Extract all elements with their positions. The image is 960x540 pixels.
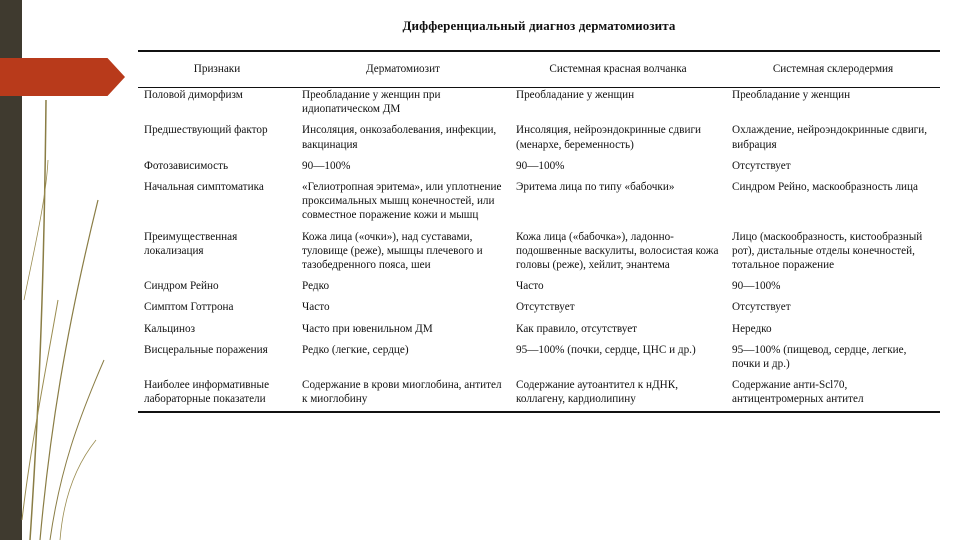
sle-cell: Кожа лица («бабочка»), ладонно-подошвенные васкулиты, волосистая кожа головы (реже), хейлит, энантема: [516, 230, 719, 272]
document-scan: [130, 8, 948, 532]
dm-cell: Часто: [302, 301, 330, 314]
sle-cell: Часто: [516, 280, 544, 293]
table-row: [138, 156, 940, 177]
top-rule: [138, 50, 940, 52]
ssc-cell: 95—100% (пищевод, сердце, легкие, почки и др.): [732, 343, 907, 371]
ssc-cell: Охлаждение, нейроэндокринные сдвиги, вибрация: [732, 124, 928, 151]
dm-cell: Кожа лица («очки»), над суставами, туловище (реже), мышцы плечевого и тазобедренного пояса, шеи: [302, 230, 483, 272]
feature-cell: Кальциноз: [144, 322, 196, 335]
sle-cell: Как правило, отсутствует: [516, 322, 638, 335]
feature-cell: Синдром Рейно: [144, 280, 219, 293]
dm-cell: «Гелиотропная эритема», или уплотнение проксимальных мышц конечностей, или совместное поражение кожи и мышц: [302, 181, 502, 222]
column-header-dermatomyositis: Дерматомиозит: [366, 62, 440, 75]
sle-cell: Отсутствует: [516, 301, 575, 314]
dm-cell: Редко (легкие, сердце): [302, 343, 409, 356]
table-row: [138, 227, 940, 277]
column-header-scleroderma: Системная склеродермия: [772, 62, 894, 75]
feature-cell: Висцеральные поражения: [144, 343, 268, 356]
dm-cell: Инсоляция, онкозаболевания, инфекции, вакцинация: [302, 124, 497, 151]
feature-cell: Половой диморфизм: [144, 89, 243, 101]
table-row: [138, 297, 940, 318]
dm-cell: Часто при ювенильном ДМ: [302, 322, 433, 335]
table-row: [138, 340, 940, 375]
table-row: [138, 375, 940, 411]
header-row: [138, 53, 940, 85]
table-row: [138, 276, 940, 297]
dm-cell: Содержание в крови миоглобина, антител к миоглобину: [296, 375, 510, 411]
dm-cell: Редко: [302, 280, 330, 293]
dm-cell: 90—100%: [302, 159, 351, 172]
column-header-sle: Системная красная волчанка: [549, 62, 687, 75]
feature-cell: Фотозависимость: [144, 159, 229, 172]
sle-cell: Инсоляция, нейроэндокринные сдвиги (менархе, беременность): [516, 124, 702, 151]
sle-cell: Содержание аутоантител к нДНК, коллагену, кардиолипину: [510, 375, 726, 411]
ssc-cell: Содержание анти-Scl70, антицентромерных антител: [726, 375, 940, 411]
sle-cell: Преобладание у женщин: [516, 89, 635, 101]
red-arrow-tab: [0, 58, 125, 96]
diagnosis-table: [138, 53, 940, 413]
table-row: [138, 319, 940, 340]
dm-cell: Преобладание у женщин при идиопатическом ДМ: [302, 89, 441, 116]
table-title: Дифференциальный диагноз дерматомиозита: [402, 18, 676, 33]
table-row: [138, 177, 940, 227]
feature-cell: Преимущественная локализация: [144, 230, 238, 257]
ssc-cell: Лицо (маскообразность, кистообразный рот), дистальные отделы конечностей, тотальное поражение: [732, 230, 923, 272]
ssc-cell: Отсутствует: [732, 159, 791, 172]
feature-cell: Начальная симптоматика: [144, 181, 264, 194]
feature-cell: Наиболее информативные лабораторные показатели: [138, 375, 296, 411]
ssc-cell: Отсутствует: [732, 301, 791, 314]
ssc-cell: Нередко: [732, 322, 772, 335]
feature-cell: Симптом Готтрона: [144, 301, 234, 314]
column-header-features: Признаки: [193, 62, 241, 75]
sle-cell: 90—100%: [516, 159, 565, 172]
table-row: [138, 120, 940, 155]
ssc-cell: 90—100%: [732, 280, 781, 293]
ssc-cell: Синдром Рейно, маскообразность лица: [732, 181, 918, 194]
feature-cell: Предшествующий фактор: [144, 124, 268, 137]
ssc-cell: Преобладание у женщин: [732, 89, 851, 101]
sle-cell: Эритема лица по типу «бабочки»: [516, 181, 675, 194]
table-row: [138, 85, 940, 120]
sle-cell: 95—100% (почки, сердце, ЦНС и др.): [516, 343, 696, 356]
